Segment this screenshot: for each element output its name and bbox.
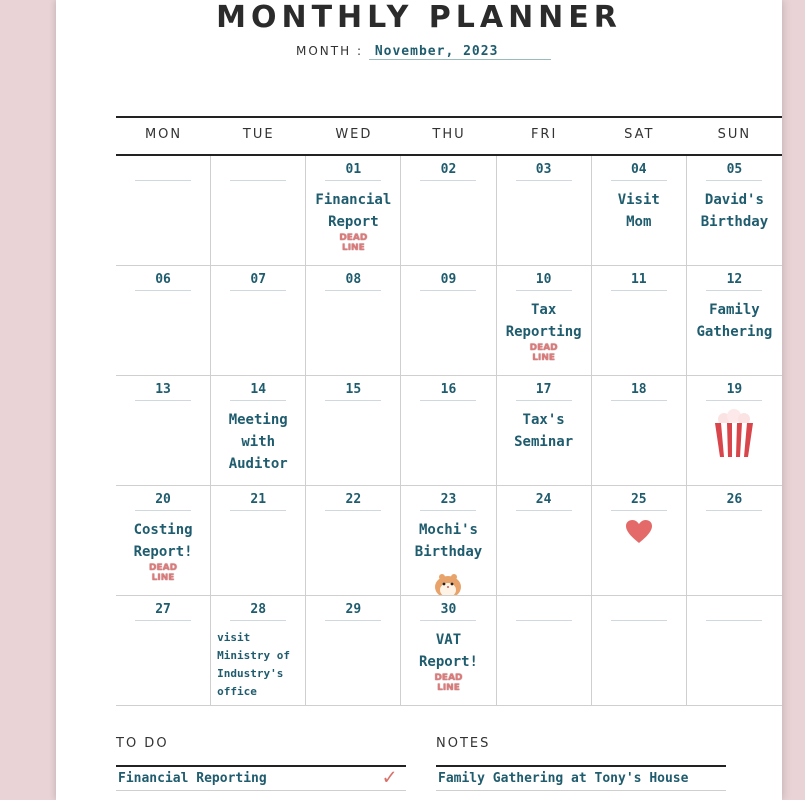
calendar-grid: [116, 156, 782, 706]
calendar-day-cell[interactable]: [592, 156, 687, 266]
month-label: MONTH :: [296, 44, 363, 58]
day-number: 17: [516, 382, 572, 401]
deadline-sticker: [116, 563, 210, 584]
calendar-day-cell[interactable]: [306, 266, 401, 376]
day-number: 06: [135, 272, 191, 291]
notes-section: [436, 736, 726, 791]
day-event: Costing Report!: [133, 522, 193, 560]
todo-item-text: Financial Reporting: [118, 771, 267, 786]
day-number: 15: [325, 382, 381, 401]
day-number: [706, 602, 762, 621]
calendar-day-cell[interactable]: [401, 376, 496, 486]
day-number: 11: [611, 272, 667, 291]
day-number: 29: [325, 602, 381, 621]
day-event: Financial Report: [315, 192, 392, 230]
calendar-day-cell[interactable]: [306, 156, 401, 266]
day-event: visit Ministry of Industry's office: [217, 631, 290, 698]
day-event: VAT Report!: [418, 632, 478, 670]
calendar-day-cell[interactable]: [116, 486, 211, 596]
day-number: 01: [325, 162, 381, 181]
day-number: [516, 602, 572, 621]
calendar-day-cell[interactable]: [401, 596, 496, 706]
day-event: Family Gathering: [696, 302, 773, 340]
day-number: 18: [611, 382, 667, 401]
calendar-day-cell[interactable]: [401, 266, 496, 376]
calendar-day-cell[interactable]: [687, 156, 782, 266]
calendar: [116, 116, 782, 706]
calendar-day-cell[interactable]: [211, 376, 306, 486]
popcorn-icon: [687, 409, 782, 463]
weekday-wed: WED: [335, 127, 373, 142]
planner-sheet: [56, 0, 782, 800]
day-number: 21: [230, 492, 286, 511]
day-event: Visit Mom: [617, 192, 660, 230]
day-number: 13: [135, 382, 191, 401]
day-number: 20: [135, 492, 191, 511]
calendar-day-cell[interactable]: [687, 266, 782, 376]
day-number: 25: [611, 492, 667, 511]
calendar-day-cell[interactable]: [497, 596, 592, 706]
calendar-day-cell[interactable]: [211, 266, 306, 376]
checkmark-icon: ✓: [382, 765, 396, 790]
day-number: 12: [706, 272, 762, 291]
calendar-day-cell[interactable]: [116, 266, 211, 376]
calendar-day-cell[interactable]: [687, 596, 782, 706]
day-number: 16: [420, 382, 476, 401]
month-value: November, 2023: [369, 44, 551, 60]
deadline-sticker-text: DEAD LINE: [434, 673, 463, 693]
note-item-text: Family Gathering at Tony's House: [438, 771, 689, 786]
calendar-day-cell[interactable]: [401, 486, 496, 596]
day-event: Tax's Seminar: [514, 412, 574, 450]
day-number: 14: [230, 382, 286, 401]
deadline-sticker-text: DEAD LINE: [339, 233, 368, 253]
hamster-icon: [401, 571, 495, 596]
calendar-day-cell[interactable]: [592, 486, 687, 596]
day-number: 22: [325, 492, 381, 511]
day-number: 27: [135, 602, 191, 621]
calendar-day-cell[interactable]: [306, 486, 401, 596]
day-number: 09: [420, 272, 476, 291]
weekday-tue: TUE: [242, 127, 275, 142]
weekday-header: [116, 116, 782, 156]
weekday-thu: THU: [432, 127, 466, 142]
weekday-sun: SUN: [717, 127, 752, 142]
calendar-day-cell[interactable]: [211, 156, 306, 266]
day-number: 10: [516, 272, 572, 291]
todo-heading: TO DO: [116, 736, 169, 751]
day-number: [230, 162, 286, 181]
deadline-sticker-text: DEAD LINE: [149, 563, 178, 583]
deadline-sticker: [497, 343, 591, 364]
day-number: 03: [516, 162, 572, 181]
calendar-day-cell[interactable]: [497, 156, 592, 266]
calendar-day-cell[interactable]: [497, 486, 592, 596]
weekday-mon: MON: [144, 127, 183, 142]
calendar-day-cell[interactable]: [497, 266, 592, 376]
day-number: 26: [706, 492, 762, 511]
calendar-day-cell[interactable]: [116, 596, 211, 706]
weekday-fri: FRI: [530, 127, 558, 142]
calendar-day-cell[interactable]: [592, 266, 687, 376]
calendar-day-cell[interactable]: [211, 596, 306, 706]
calendar-day-cell[interactable]: [687, 376, 782, 486]
day-number: 04: [611, 162, 667, 181]
day-number: 08: [325, 272, 381, 291]
day-number: 28: [230, 602, 286, 621]
calendar-day-cell[interactable]: [306, 596, 401, 706]
deadline-sticker-text: DEAD LINE: [529, 343, 558, 363]
day-number: 30: [420, 602, 476, 621]
day-number: 24: [516, 492, 572, 511]
calendar-day-cell[interactable]: [497, 376, 592, 486]
notes-heading: NOTES: [436, 736, 491, 751]
todo-item[interactable]: [116, 767, 406, 791]
note-item[interactable]: [436, 767, 726, 791]
month-row: [296, 44, 551, 60]
day-number: [611, 602, 667, 621]
day-number: 23: [420, 492, 476, 511]
day-event: Tax Reporting: [505, 302, 582, 340]
calendar-day-cell[interactable]: [592, 376, 687, 486]
weekday-sat: SAT: [624, 127, 655, 142]
calendar-day-cell[interactable]: [306, 376, 401, 486]
heart-icon: [592, 519, 686, 549]
day-number: 05: [706, 162, 762, 181]
day-event: Meeting with Auditor: [228, 412, 288, 472]
calendar-day-cell[interactable]: [211, 486, 306, 596]
calendar-day-cell[interactable]: [116, 376, 211, 486]
deadline-sticker: [306, 233, 400, 254]
calendar-day-cell[interactable]: [592, 596, 687, 706]
day-number: 19: [706, 382, 762, 401]
day-number: 02: [420, 162, 476, 181]
calendar-day-cell[interactable]: [116, 156, 211, 266]
day-number: 07: [230, 272, 286, 291]
day-event: Mochi's Birthday: [414, 522, 483, 560]
deadline-sticker: [401, 673, 495, 694]
calendar-day-cell[interactable]: [687, 486, 782, 596]
page-title: MONTHLY PLANNER: [216, 0, 622, 35]
calendar-day-cell[interactable]: [401, 156, 496, 266]
day-number: [135, 162, 191, 181]
day-event: David's Birthday: [700, 192, 769, 230]
todo-section: [116, 736, 406, 791]
